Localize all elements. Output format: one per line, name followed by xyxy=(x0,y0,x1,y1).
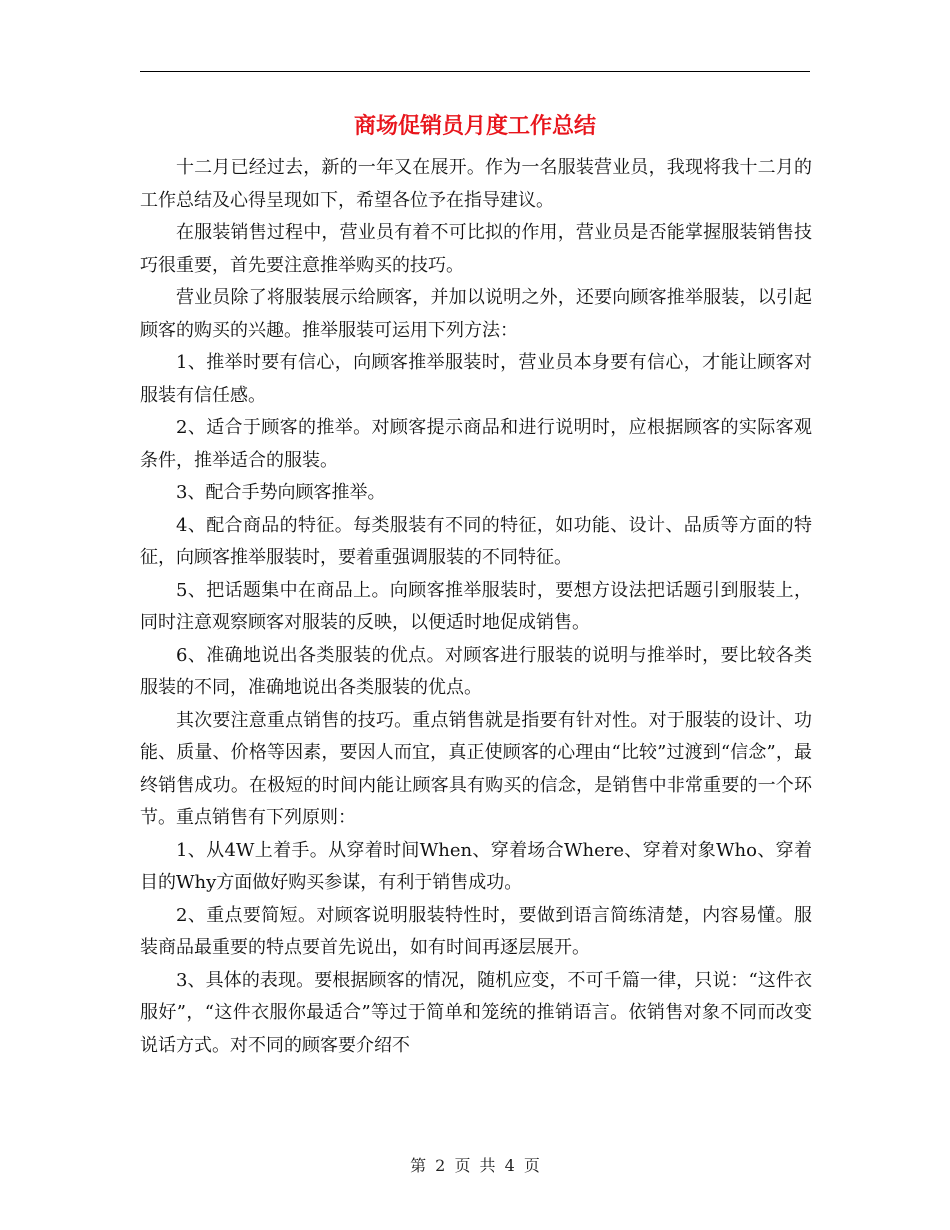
list-item: 2、适合于顾客的推举。对顾客提示商品和进行说明时，应根据顾客的实际客观条件，推举适合的服装。 xyxy=(140,417,812,471)
paragraph: 其次要注意重点销售的技巧。重点销售就是指要有针对性。对于服装的设计、功能、质量、价格等因素，要因人而宜，真正使顾客的心理由“比较”过渡到“信念”，最终销售成功。在极短的时间内能让顾客具有购买的信念，是销售中非常重要的一个环节。重点销售有下列原则： xyxy=(140,709,812,828)
list-item: 6、准确地说出各类服装的优点。对顾客进行服装的说明与推举时，要比较各类服装的不同，准确地说出各类服装的优点。 xyxy=(140,644,812,698)
paragraph: 在服装销售过程中，营业员有着不可比拟的作用，营业员是否能掌握服装销售技巧很重要，首先要注意推举购买的技巧。 xyxy=(140,222,812,276)
paragraph: 营业员除了将服装展示给顾客，并加以说明之外，还要向顾客推举服装，以引起顾客的购买的兴趣。推举服装可运用下列方法： xyxy=(140,287,812,341)
list-item: 3、配合手势向顾客推举。 xyxy=(176,482,386,503)
list-item: 2、重点要简短。对顾客说明服装特性时，要做到语言简练清楚，内容易懂。服装商品最重要的特点要首先说出，如有时间再逐层展开。 xyxy=(140,904,812,958)
list-item: 4、配合商品的特征。每类服装有不同的特征，如功能、设计、品质等方面的特征，向顾客推举服装时，要着重强调服装的不同特征。 xyxy=(140,514,812,568)
paragraph: 十二月已经过去，新的一年又在展开。作为一名服装营业员，我现将我十二月的工作总结及心得呈现如下，希望各位予在指导建议。 xyxy=(140,157,812,211)
header-rule xyxy=(140,71,810,72)
list-item: 3、具体的表现。要根据顾客的情况，随机应变，不可千篇一律，只说：“这件衣服好”，“这件衣服你最适合”等过于简单和笼统的推销语言。依销售对象不同而改变说话方式。对不同的顾客要介绍不 xyxy=(140,969,812,1056)
list-item: 5、把话题集中在商品上。向顾客推举服装时，要想方设法把话题引到服装上，同时注意观察顾客对服装的反映，以便适时地促成销售。 xyxy=(140,579,812,633)
document-title: 商场促销员月度工作总结 xyxy=(353,113,596,139)
list-item: 1、推举时要有信心，向顾客推举服装时，营业员本身要有信心，才能让顾客对服装有信任感。 xyxy=(140,352,812,406)
list-item: 1、从4W上着手。从穿着时间When、穿着场合Where、穿着对象Who、穿着目的Why方面做好购买参谋，有利于销售成功。 xyxy=(140,839,812,893)
document-body xyxy=(140,152,812,1062)
page-number: 第 2 页 共 4 页 xyxy=(410,1156,540,1175)
